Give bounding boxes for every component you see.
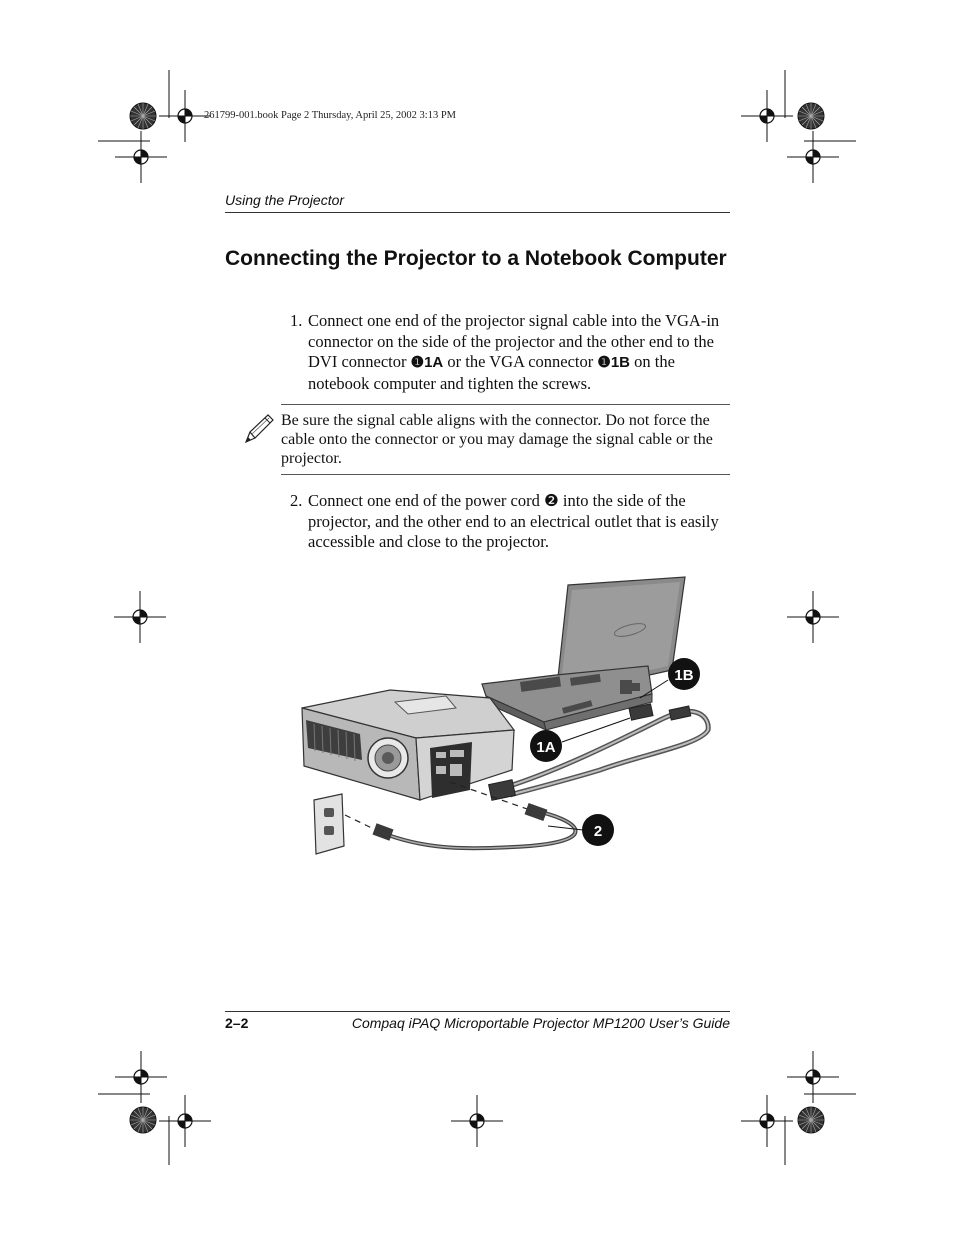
- svg-text:2: 2: [593, 823, 603, 840]
- note-rule-bottom: [281, 474, 730, 475]
- header-rule: [225, 212, 730, 213]
- note-text: Be sure the signal cable aligns with the connector. Do not force the cable onto the connector or you may damage the signal cable or the projector.: [281, 412, 713, 467]
- callout-badge-1a: [530, 730, 562, 762]
- section-title: Connecting the Projector to a Notebook Computer: [225, 247, 727, 270]
- step-text: Connect one end of the power cord ❷ into the side of the projector, and the other end to an electrical outlet that is easily accessible and close to the projector.: [308, 491, 719, 551]
- wall-outlet: [314, 794, 344, 854]
- svg-text:1A: 1A: [536, 739, 556, 756]
- note-rule-top: [281, 404, 730, 405]
- pencil-note-icon: [242, 412, 276, 446]
- callout-badge-1b: [668, 658, 700, 690]
- footer-book-title: Compaq iPAQ Microportable Projector MP1200 User’s Guide: [351, 1015, 730, 1031]
- callout-2: ❷: [543, 491, 559, 510]
- connection-illustration: [300, 570, 720, 860]
- callout-1a: ❶1A: [410, 354, 444, 371]
- page-number: 2–2: [225, 1015, 249, 1031]
- callout-1b: ❶1B: [597, 354, 631, 371]
- step-text: Connect one end of the projector signal cable into the VGA-in connector on the side of the projector and the other end to the DVI connector ❶1A or the VGA connector ❶1B on the notebook computer and tighten the screws.: [308, 311, 720, 393]
- step-number: 1.: [290, 311, 303, 330]
- footer-rule: [225, 1011, 730, 1012]
- step-1: [290, 311, 730, 394]
- step-number: 2.: [290, 491, 303, 510]
- callout-badge-2: [582, 814, 614, 846]
- print-slug: 261799-001.book Page 2 Thursday, April 25, 2002 3:13 PM: [204, 110, 456, 121]
- svg-text:1B: 1B: [674, 667, 694, 684]
- running-head: Using the Projector: [225, 192, 345, 208]
- step-2: [290, 491, 730, 553]
